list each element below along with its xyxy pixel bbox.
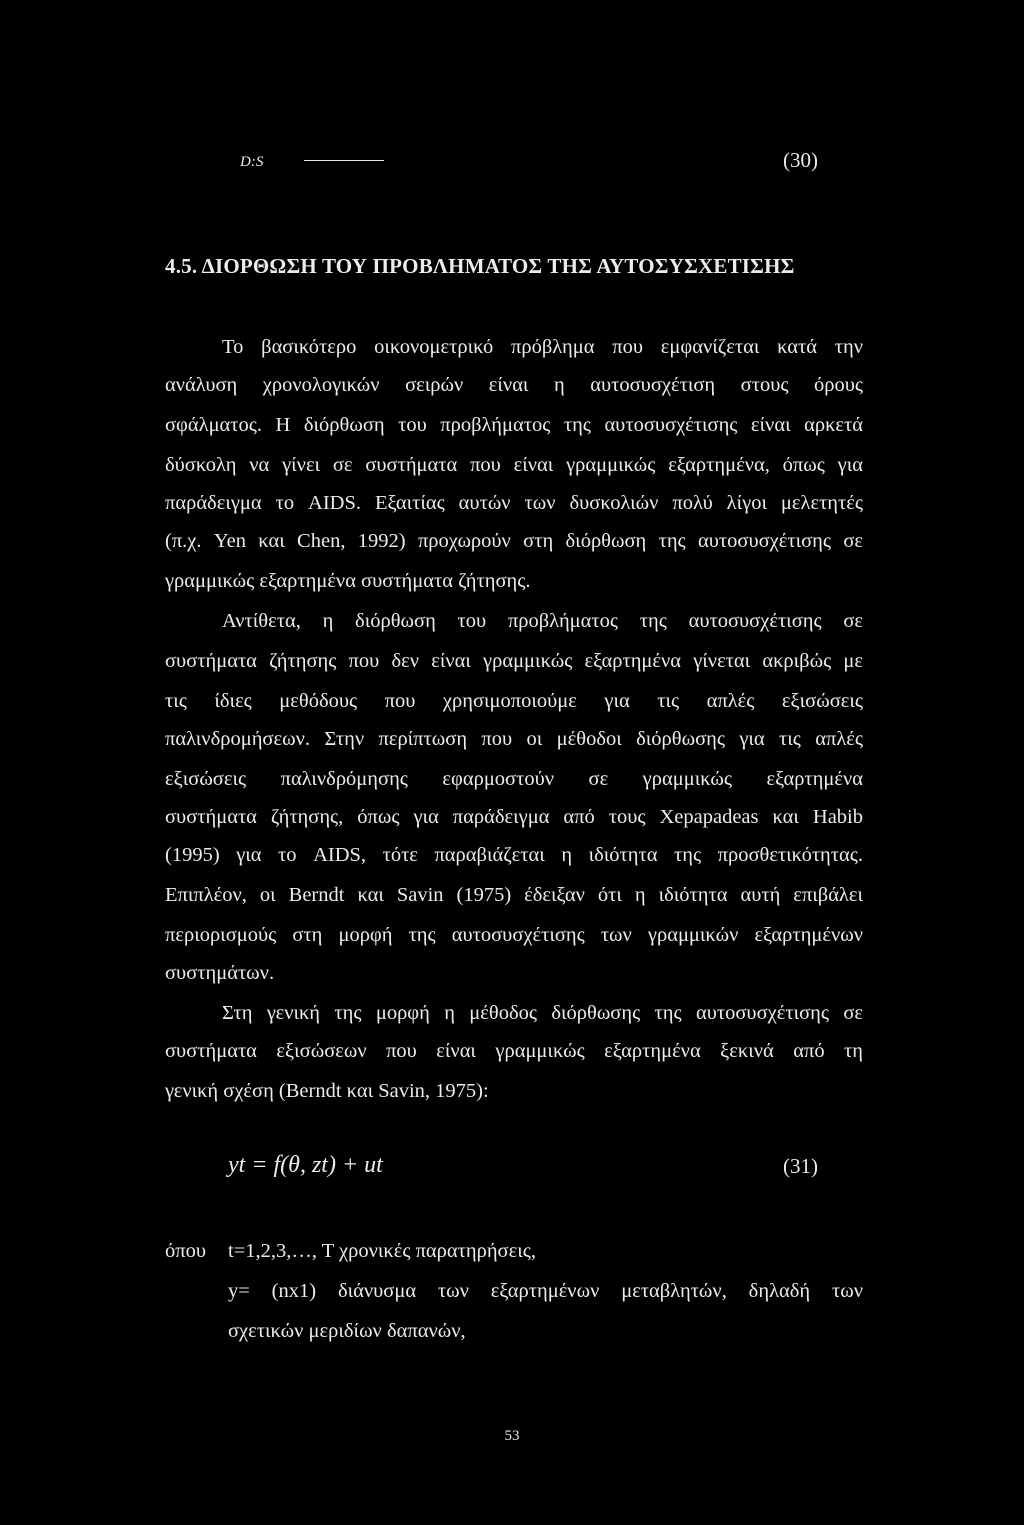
paragraph-line: συστημάτων.	[165, 962, 275, 984]
paragraph-line: παλινδρομήσεων. Στην περίπτωση που οι μέθοδοι διόρθωσης για τις απλές	[165, 728, 863, 750]
paragraph-line: Το βασικότερο οικονομετρικό πρόβλημα που εμφανίζεται κατά την	[222, 336, 863, 358]
equation-number: (30)	[783, 148, 818, 172]
paragraph-line: περιορισμούς στη μορφή της αυτοσυσχέτισης των γραμμικών εξαρτημένων	[165, 924, 863, 946]
definition-item: t=1,2,3,…, T χρονικές παρατηρήσεις,	[228, 1240, 536, 1262]
section-heading: 4.5. ΔΙΟΡΘΩΣΗ ΤΟΥ ΠΡΟΒΛΗΜΑΤΟΣ ΤΗΣ ΑΥΤΟΣΥΣΧΕΤΙΣΗΣ	[165, 254, 795, 278]
where-label: όπου	[165, 1240, 206, 1262]
paragraph-line: Στη γενική της μορφή η μέθοδος διόρθωσης της αυτοσυσχέτισης σε	[222, 1002, 863, 1024]
paragraph-line: εξισώσεις παλινδρόμησης εφαρμοστούν σε γραμμικώς εξαρτημένα	[165, 768, 863, 790]
paragraph-line: συστήματα ζήτησης, όπως για παράδειγμα από τους Xepapadeas και Habib	[165, 806, 863, 828]
paragraph-line: γραμμικώς εξαρτημένα συστήματα ζήτησης.	[165, 570, 531, 592]
paragraph-line: δύσκολη να γίνει σε συστήματα που είναι γραμμικώς εξαρτημένα, όπως για	[165, 454, 863, 476]
paragraph-line: συστήματα εξισώσεων που είναι γραμμικώς εξαρτημένα ξεκινά από τη	[165, 1040, 863, 1062]
paragraph-line: γενική σχέση (Berndt και Savin, 1975):	[165, 1080, 489, 1102]
definition-item: σχετικών μεριδίων δαπανών,	[228, 1320, 466, 1342]
paragraph-line: Επιπλέον, οι Berndt και Savin (1975) έδειξαν ότι η ιδιότητα αυτή επιβάλει	[165, 884, 863, 906]
paragraph-line: συστήματα ζήτησης που δεν είναι γραμμικώς εξαρτημένα γίνεται ακριβώς με	[165, 650, 863, 672]
paragraph-line: τις ίδιες μεθόδους που χρησιμοποιούμε για τις απλές εξισώσεις	[165, 690, 863, 712]
paragraph-line: (π.χ. Yen και Chen, 1992) προχωρούν στη διόρθωση της αυτοσυσχέτισης σε	[165, 530, 863, 552]
fraction-rule	[304, 160, 384, 161]
paragraph-line: (1995) για το AIDS, τότε παραβιάζεται η ιδιότητα της προσθετικότητας.	[165, 844, 863, 866]
paragraph-line: Αντίθετα, η διόρθωση του προβλήματος της αυτοσυσχέτισης σε	[222, 610, 863, 632]
equation-31	[228, 1152, 818, 1188]
equation-number: (31)	[783, 1154, 818, 1178]
equation-formula: yt = f(θ, zt) + ut	[228, 1152, 383, 1178]
paragraph-line: σφάλματος. Η διόρθωση του προβλήματος της αυτοσυσχέτισης είναι αρκετά	[165, 414, 863, 436]
paragraph-line: παράδειγμα το AIDS. Εξαιτίας αυτών των δυσκολιών πολύ λίγοι μελετητές	[165, 492, 863, 514]
previous-equation-tail	[240, 148, 818, 178]
definition-item: y= (nx1) διάνυσμα των εξαρτημένων μεταβλητών, δηλαδή των	[228, 1280, 863, 1302]
page-number: 53	[504, 1428, 520, 1444]
equation-fragment: D:S	[240, 154, 264, 170]
paragraph-line: ανάλυση χρονολογικών σειρών είναι η αυτοσυσχέτιση στους όρους	[165, 374, 863, 396]
